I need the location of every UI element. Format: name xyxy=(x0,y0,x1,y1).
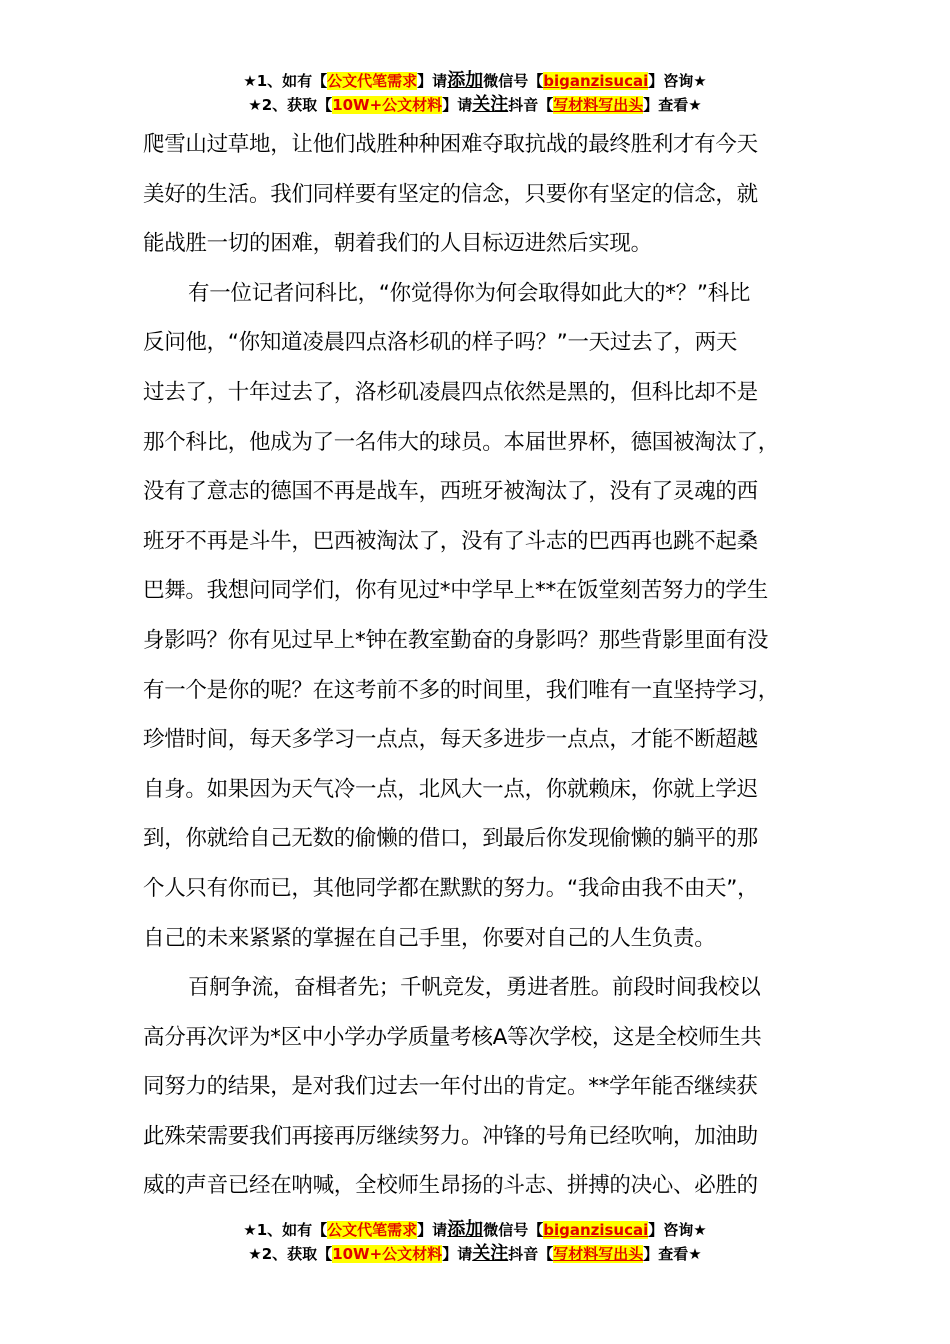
banner-text: 微信号【 xyxy=(483,72,544,90)
banner-text: ★2、获取【 xyxy=(248,96,333,114)
text-line: 威的声音已经在呐喊，全校师生昂扬的斗志、拼搏的决心、必胜的 xyxy=(143,1173,758,1199)
banner-text: 】请 xyxy=(417,72,448,90)
banner-text: 】咨询★ xyxy=(648,72,707,90)
banner-highlight: 10W+公文材料 xyxy=(332,1245,443,1263)
header-banner xyxy=(0,69,950,117)
text-line: 同努力的结果，是对我们过去一年付出的肯定。**学年能否继续获 xyxy=(143,1074,758,1100)
document-body xyxy=(143,120,833,1211)
footer-banner xyxy=(0,1218,950,1266)
banner-emphasis: 关注 xyxy=(472,94,509,115)
text-line: 自己的未来紧紧的掌握在自己手里，你要对自己的人生负责。 xyxy=(143,925,716,951)
text-line: 到，你就给自己无数的偷懒的借口，到最后你发现偷懒的躺平的那 xyxy=(143,826,758,852)
text-line: 能战胜一切的困难，朝着我们的人目标迈进然后实现。 xyxy=(143,231,652,257)
text-line: 美好的生活。我们同样要有坚定的信念，只要你有坚定的信念，就 xyxy=(143,181,758,207)
wechat-id-link[interactable]: biganzisucai xyxy=(543,72,649,90)
banner-text: 抖音【 xyxy=(508,96,554,114)
douyin-account-link[interactable]: 写材料写出头 xyxy=(553,1245,644,1263)
wechat-id-link[interactable]: biganzisucai xyxy=(543,1221,649,1239)
banner-text: ★1、如有【 xyxy=(243,1221,328,1239)
banner-emphasis: 添加 xyxy=(447,70,484,91)
text-line: 百舸争流，奋楫者先；千帆竞发，勇进者胜。前段时间我校以 xyxy=(188,975,761,1001)
banner-highlight: 10W+公文材料 xyxy=(332,96,443,114)
banner-line-2 xyxy=(0,1242,950,1266)
text-line: 班牙不再是斗牛，巴西被淘汰了，没有了斗志的巴西再也跳不起桑 xyxy=(143,528,758,554)
banner-text: 】请 xyxy=(442,96,473,114)
text-line: 个人只有你而已，其他同学都在默默的努力。“我命由我不由天”， xyxy=(143,875,759,901)
text-line: 爬雪山过草地，让他们战胜种种困难夺取抗战的最终胜利才有今天 xyxy=(143,132,758,157)
text-line: 高分再次评为*区中小学办学质量考核A等次学校，这是全校师生共 xyxy=(143,1024,762,1050)
banner-text: 抖音【 xyxy=(508,1245,554,1263)
banner-line-1 xyxy=(0,69,950,93)
text-line: 巴舞。我想问同学们，你有见过*中学早上**在饭堂刻苦努力的学生 xyxy=(143,578,768,604)
text-line: 身影吗？你有见过早上*钟在教室勤奋的身影吗？那些背影里面有没 xyxy=(143,627,769,653)
text-line: 珍惜时间，每天多学习一点点，每天多进步一点点，才能不断超越 xyxy=(143,727,758,753)
banner-text: 】咨询★ xyxy=(648,1221,707,1239)
text-line: 自身。如果因为天气冷一点，北风大一点，你就赖床，你就上学迟 xyxy=(143,776,758,802)
text-line: 此殊荣需要我们再接再厉继续努力。冲锋的号角已经吹响，加油助 xyxy=(143,1123,758,1149)
text-line: 没有了意志的德国不再是战车，西班牙被淘汰了，没有了灵魂的西 xyxy=(143,479,758,505)
banner-highlight: 公文代笔需求 xyxy=(327,72,418,90)
banner-line-2 xyxy=(0,93,950,117)
text-line: 有一位记者问科比，“你觉得你为何会取得如此大的*？”科比 xyxy=(188,280,751,306)
text-line: 反问他，“你知道凌晨四点洛杉矶的样子吗？”一天过去了，两天 xyxy=(143,330,738,356)
banner-emphasis: 添加 xyxy=(447,1219,484,1240)
banner-highlight: 公文代笔需求 xyxy=(327,1221,418,1239)
text-line: 那个科比，他成为了一名伟大的球员。本届世界杯，德国被淘汰了， xyxy=(143,429,780,455)
banner-text: 】请 xyxy=(442,1245,473,1263)
banner-text: 】查看★ xyxy=(643,96,702,114)
banner-emphasis: 关注 xyxy=(472,1243,509,1264)
douyin-account-link[interactable]: 写材料写出头 xyxy=(553,96,644,114)
text-line: 过去了，十年过去了，洛杉矶凌晨四点依然是黑的，但科比却不是 xyxy=(143,379,758,405)
banner-text: 】查看★ xyxy=(643,1245,702,1263)
text-line: 有一个是你的呢？在这考前不多的时间里，我们唯有一直坚持学习， xyxy=(143,677,780,703)
banner-text: ★1、如有【 xyxy=(243,72,328,90)
banner-text: 微信号【 xyxy=(483,1221,544,1239)
banner-text: ★2、获取【 xyxy=(248,1245,333,1263)
banner-line-1 xyxy=(0,1218,950,1242)
banner-text: 】请 xyxy=(417,1221,448,1239)
